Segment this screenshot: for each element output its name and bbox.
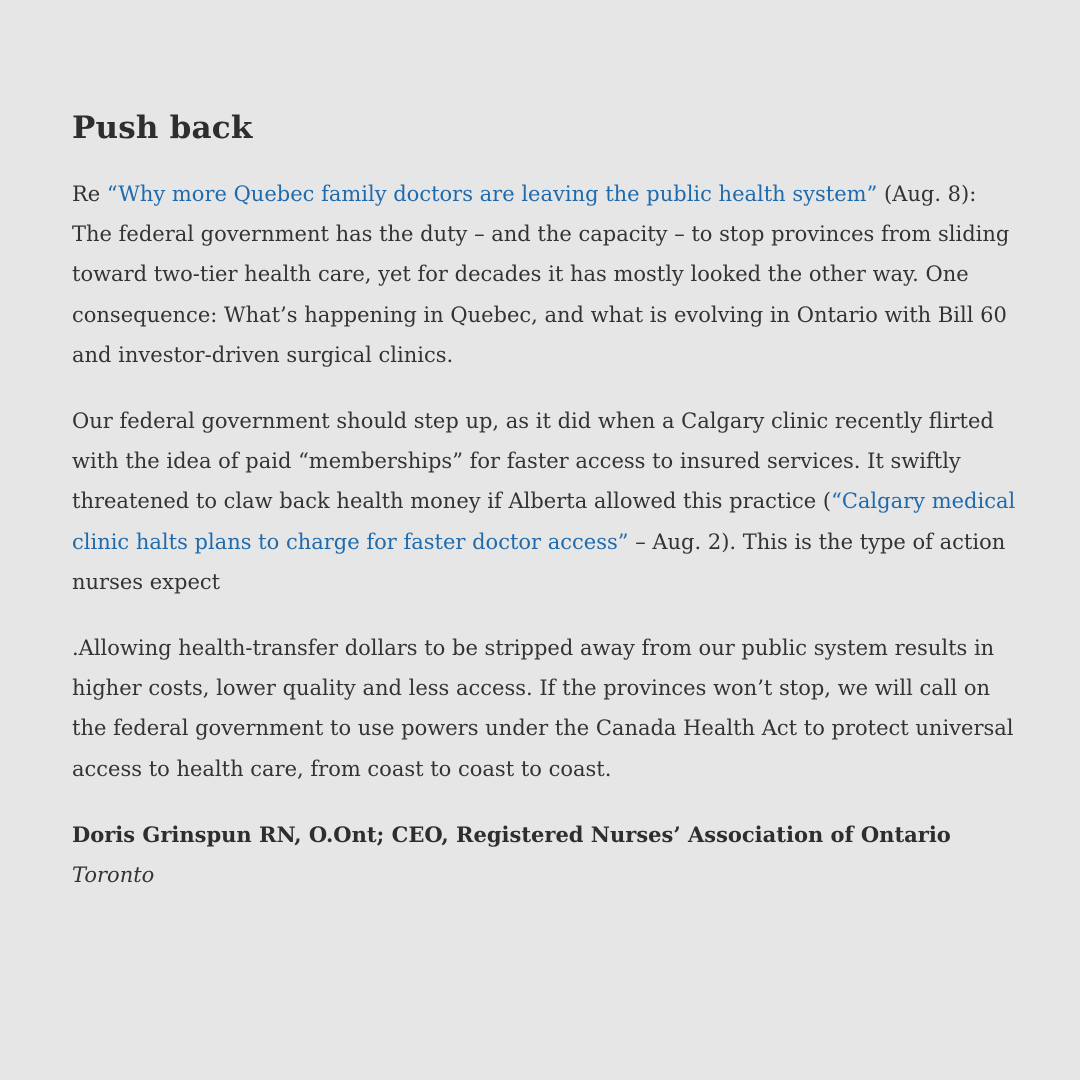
paragraph-1 — [72, 174, 1022, 375]
letter-body — [72, 104, 1022, 895]
signature-name: Doris Grinspun RN, O.Ont; CEO, Registered Nurses’ Association of Ontario — [72, 821, 951, 847]
article-link-calgary-clinic[interactable]: “Calgary medical clinic halts plans to charge for faster doctor access” — [72, 489, 1016, 554]
letter-headline: Push back — [72, 110, 253, 146]
article-link-quebec-doctors[interactable]: “Why more Quebec family doctors are leaving the public health system” — [106, 182, 878, 206]
paragraph-1-rest: (Aug. 8): The federal government has the duty – and the capacity – to stop provinces from sliding toward two-tier health care, yet for decades it has mostly looked the other way. One consequence: What’s happening in Quebec, and what is evolving in Ontario with Bill 60 and investor-driven surgical clinics. — [72, 182, 1010, 367]
paragraph-2-lead: Our federal government should step up, as it did when a Calgary clinic recently flirted with the idea of paid “memberships” for faster access to insured services. It swiftly threatened to claw back health money if Alberta allowed this practice ( — [72, 409, 994, 514]
paragraph-3: .Allowing health-transfer dollars to be stripped away from our public system results in higher costs, lower quality and less access. If the provinces won’t stop, we will call on the federal government to use powers under the Canada Health Act to protect universal access to health care, from coast to coast to coast. — [72, 636, 1014, 781]
paragraph-1-lead: Re — [72, 182, 107, 206]
paragraph-2-rest: – Aug. 2). This is the type of action nurses expect — [72, 529, 1006, 594]
paragraph-2 — [72, 401, 1022, 602]
signature-city: Toronto — [72, 862, 155, 887]
